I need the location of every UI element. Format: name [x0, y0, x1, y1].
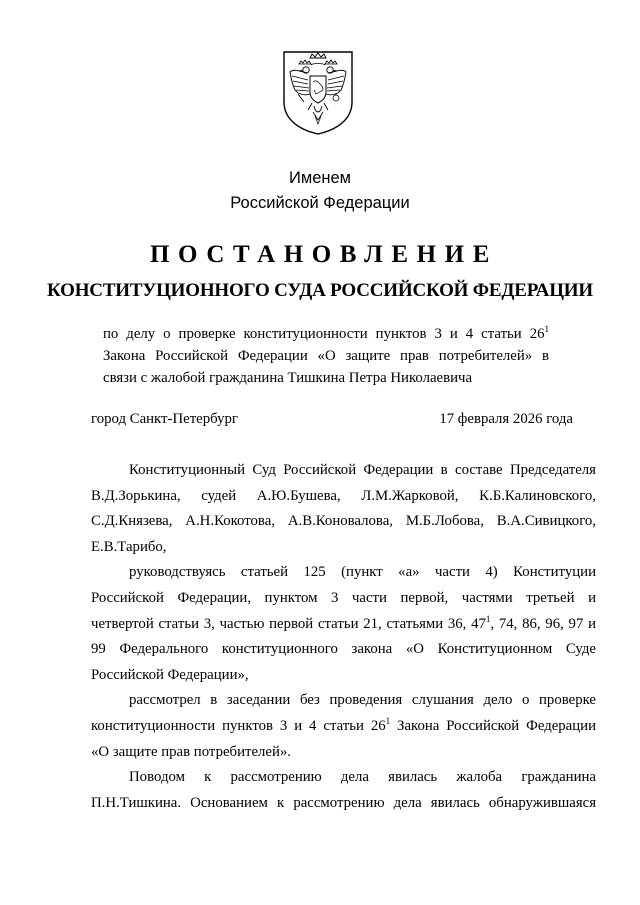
body-line: П.Н.Тишкина. Основанием к рассмотрению дела явилась обнаружившаяся [91, 794, 596, 811]
body-line: «О защите прав потребителей». [91, 743, 291, 760]
document-title: ПОСТАНОВЛЕНИЕ [149, 241, 499, 268]
court-name: КОНСТИТУЦИОННОГО СУДА РОССИЙСКОЙ ФЕДЕРАЦИИ [47, 280, 593, 301]
body-line: Российской Федерации», [91, 666, 249, 683]
body-line: Конституционный Суд Российской Федерации в составе Председателя [129, 462, 596, 478]
place-date-row [91, 409, 573, 429]
body-line: рассмотрел в заседании без проведения слушания дело о проверке [129, 692, 596, 709]
body-line: четвертой статьи 3, частью первой статьи 21, статьями 36, $47^1$, 74, 86, 96, 97 и [91, 613, 596, 632]
body-line: 99 Федерального конституционного закона «О Конституционном Суде [91, 641, 596, 658]
body-line: Российской Федерации, пунктом 3 части первой, частями третьей и [91, 589, 596, 606]
case-description [103, 323, 549, 389]
body-line: руководствуясь статьей 125 (пункт «а» части 4) Конституции [129, 564, 596, 581]
document-body [91, 458, 596, 816]
russian-federation-line: Российской Федерации [230, 194, 410, 212]
body-line: Поводом к рассмотрению дела явилась жалоба гражданина [129, 769, 596, 786]
body-line: В.Д.Зорькина, судей А.Ю.Бушева, Л.М.Жарковой, К.Б.Калиновского, [91, 487, 596, 504]
russian-coat-of-arms-icon [280, 50, 356, 136]
case-line: связи с жалобой гражданина Тишкина Петра Николаевича [103, 370, 473, 386]
body-line: конституционности пунктов 3 и 4 статьи $26^1$ Закона Российской Федерации [91, 715, 597, 734]
decision-date: 17 февраля 2026 года [439, 411, 573, 427]
body-line: С.Д.Князева, А.Н.Кокотова, А.В.Коновалова, М.Б.Лобова, В.А.Сивицкого, [91, 513, 596, 530]
in-the-name-line: Именем [288, 169, 351, 187]
city: город Санкт-Петербург [91, 411, 238, 427]
body-line: Е.В.Тарибо, [91, 538, 167, 555]
case-line: по делу о проверке конституционности пунктов 3 и 4 статьи $26^1$ [103, 324, 549, 342]
case-line: Закона Российской Федерации «О защите прав потребителей» в [103, 348, 549, 364]
